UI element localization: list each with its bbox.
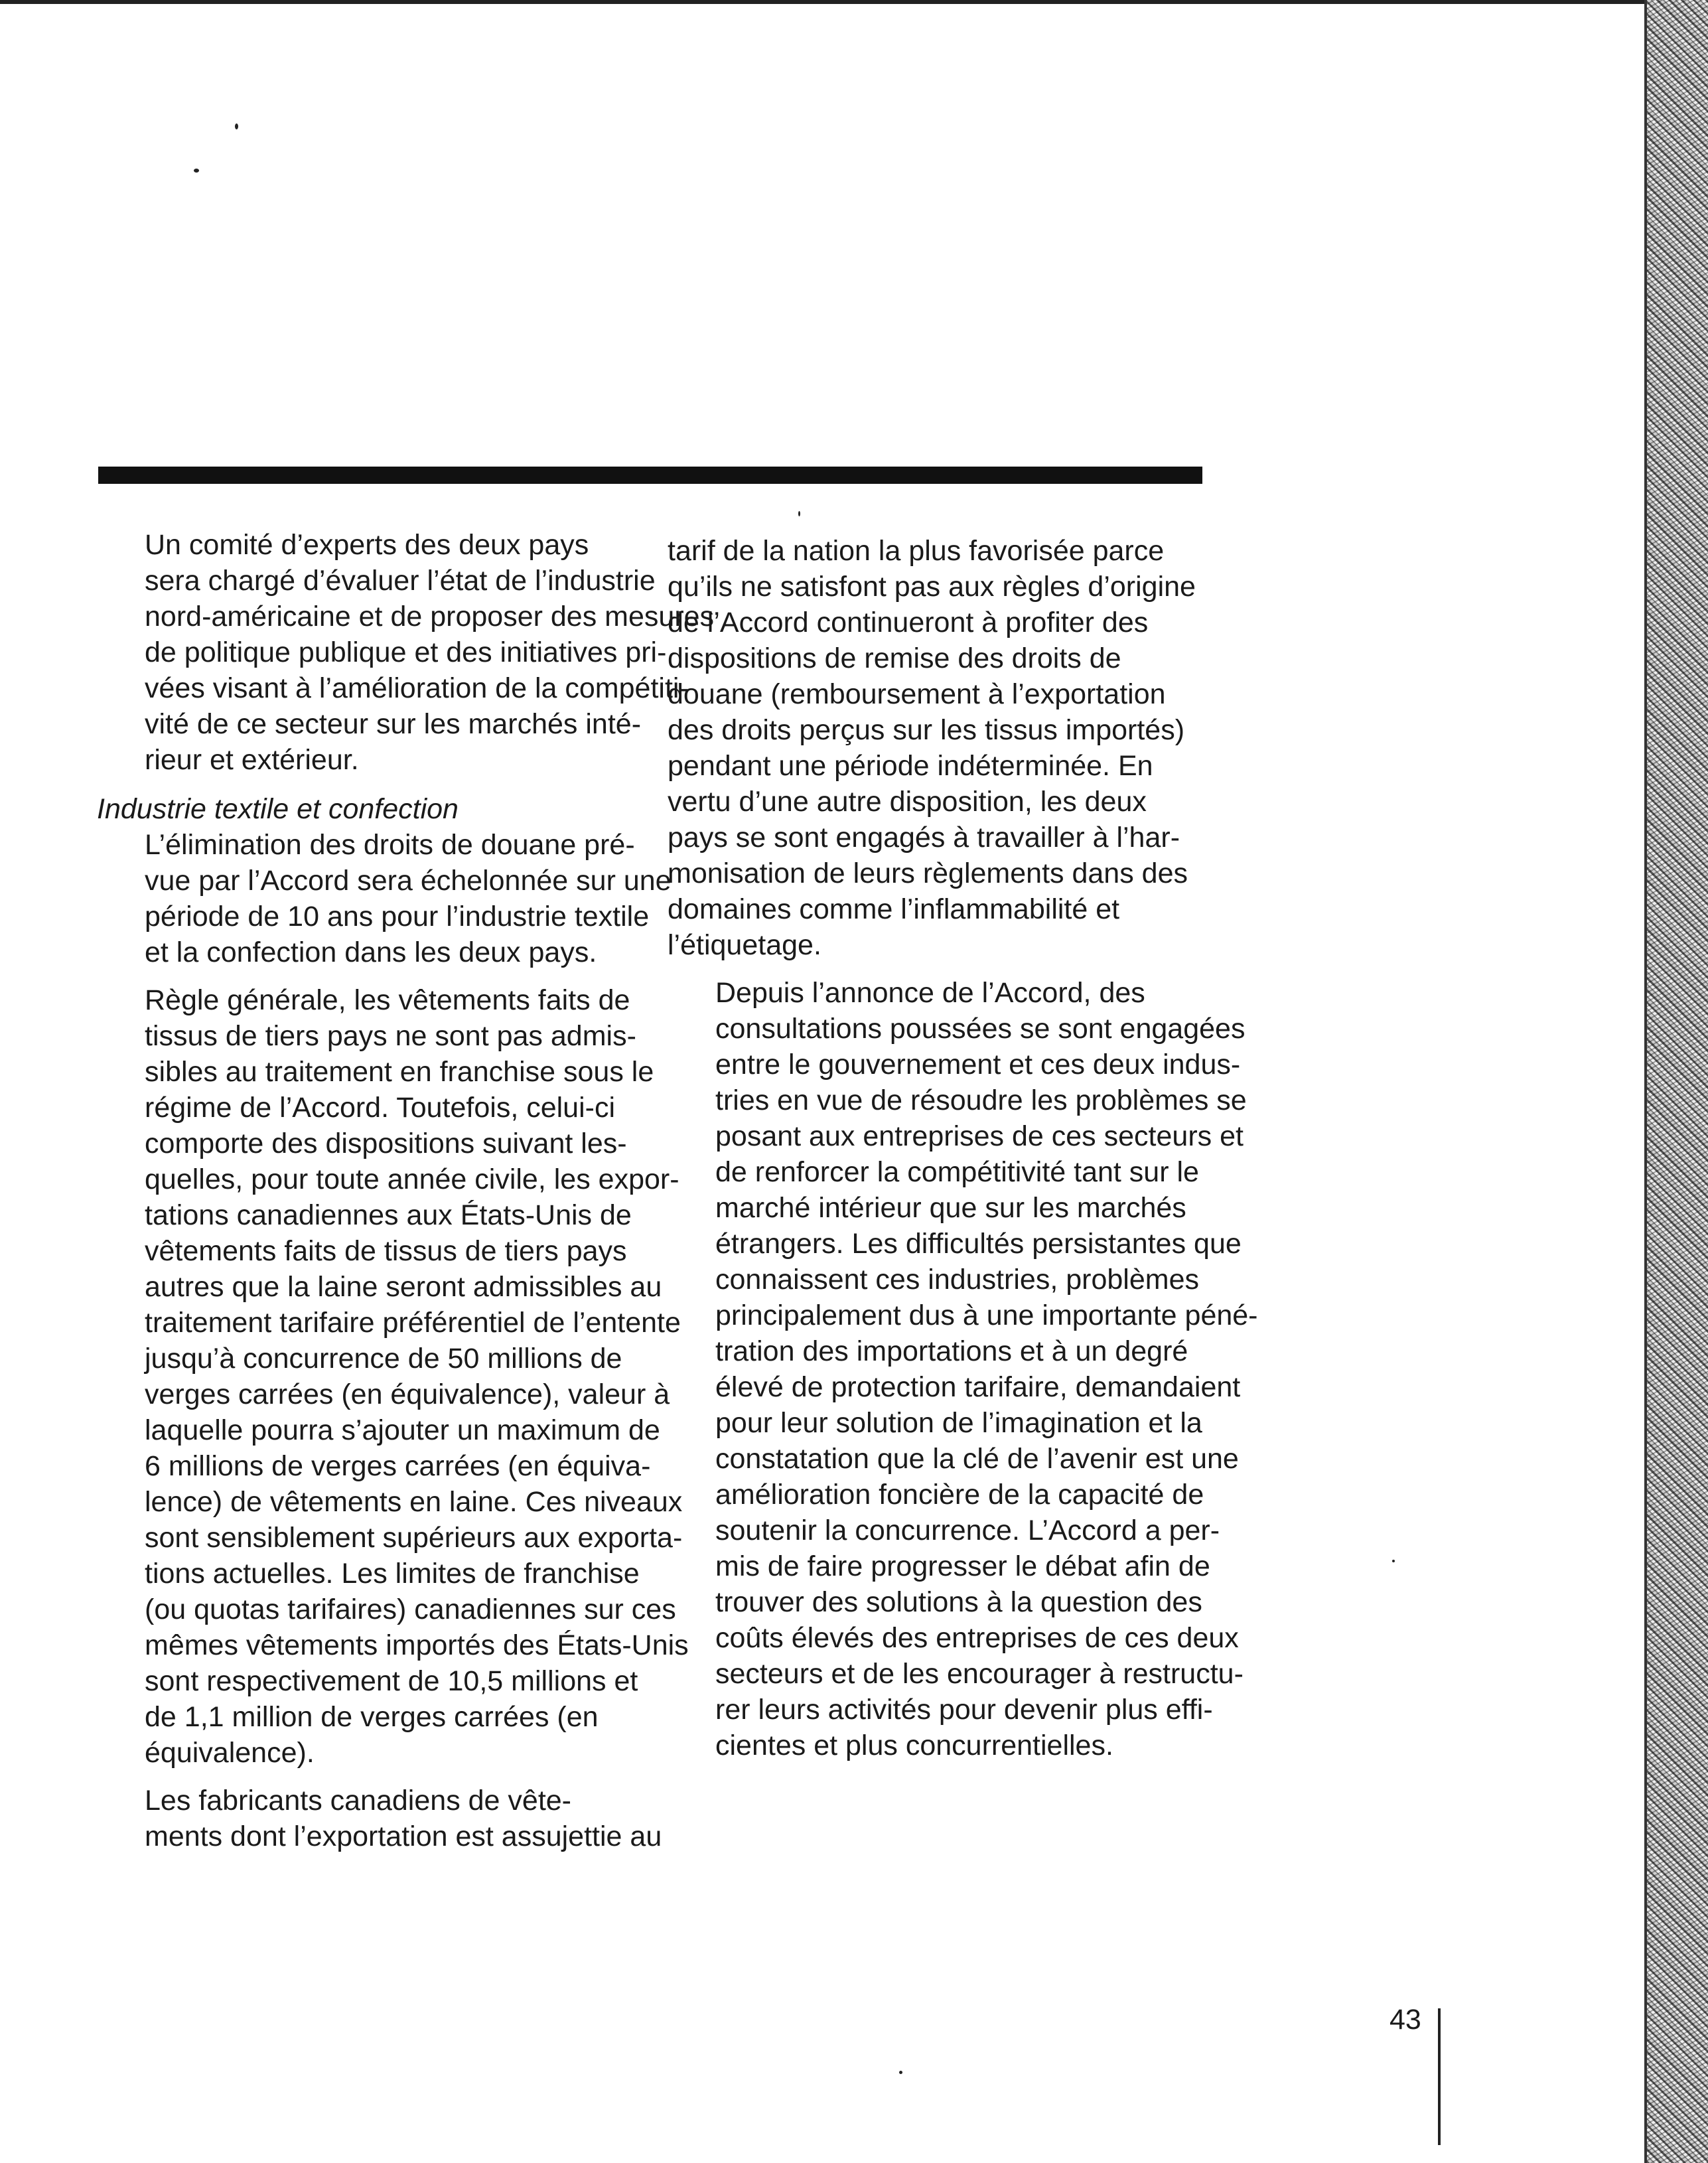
- text-line: entre le gouvernement et ces deux indus-: [715, 1049, 1241, 1081]
- text-line: 6 millions de verges carrées (en équiva-: [145, 1450, 651, 1482]
- scan-speck: [1392, 1560, 1395, 1562]
- text-line: autres que la laine seront admissibles au: [145, 1271, 662, 1303]
- text-line: vertu d’une autre disposition, les deux: [668, 786, 1147, 818]
- text-line: Règle générale, les vêtements faits de: [145, 984, 630, 1016]
- text-line: tration des importations et à un degré: [715, 1335, 1188, 1367]
- page-number-bar: [1438, 2008, 1441, 2145]
- text-line: L’élimination des droits de douane pré-: [145, 829, 635, 861]
- text-line: mis de faire progresser le débat afin de: [715, 1550, 1210, 1582]
- text-line: qu’ils ne satisfont pas aux règles d’origine: [668, 571, 1196, 603]
- scan-top-edge: [0, 0, 1652, 4]
- section-rule: [98, 467, 1202, 484]
- text-line: constatation que la clé de l’avenir est une: [715, 1443, 1239, 1475]
- text-line: domaines comme l’inflammabilité et: [668, 893, 1120, 925]
- text-line: de 1,1 million de verges carrées (en: [145, 1701, 599, 1733]
- text-line: sont sensiblement supérieurs aux exporta-: [145, 1522, 683, 1554]
- text-line: tries en vue de résoudre les problèmes se: [715, 1084, 1247, 1116]
- text-line: soutenir la concurrence. L’Accord a per-: [715, 1515, 1220, 1546]
- text-line: équivalence).: [145, 1737, 315, 1769]
- text-line: principalement dus à une importante péné-: [715, 1300, 1258, 1331]
- text-line: étrangers. Les difficultés persistantes que: [715, 1228, 1242, 1260]
- text-line: tions actuelles. Les limites de franchise: [145, 1558, 640, 1590]
- text-line: pays se sont engagés à travailler à l’har-: [668, 822, 1180, 854]
- text-line: l’étiquetage.: [668, 929, 821, 961]
- text-line: de politique publique et des initiatives pri-: [145, 636, 667, 668]
- text-line: de l’Accord continueront à profiter des: [668, 607, 1149, 638]
- text-line: vêtements faits de tissus de tiers pays: [145, 1235, 627, 1267]
- text-line: amélioration foncière de la capacité de: [715, 1479, 1204, 1511]
- text-line: douane (remboursement à l’exportation: [668, 678, 1166, 710]
- text-line: jusqu’à concurrence de 50 millions de: [145, 1343, 622, 1375]
- text-line: vité de ce secteur sur les marchés inté-: [145, 708, 642, 740]
- text-line: tations canadiennes aux États-Unis de: [145, 1199, 632, 1231]
- paragraph: [97, 827, 672, 970]
- scan-speck: [798, 511, 800, 516]
- text-line: posant aux entreprises de ces secteurs et: [715, 1120, 1244, 1152]
- text-line: tissus de tiers pays ne sont pas admis-: [145, 1020, 636, 1052]
- text-line: élevé de protection tarifaire, demandaient: [715, 1371, 1241, 1403]
- scan-right-edge-noise: [1647, 0, 1708, 2163]
- text-line: de renforcer la compétitivité tant sur le: [715, 1156, 1199, 1188]
- text-line: connaissent ces industries, problèmes: [715, 1264, 1199, 1296]
- text-line: comporte des dispositions suivant les-: [145, 1128, 627, 1159]
- text-line: rer leurs activités pour devenir plus effi-: [715, 1694, 1213, 1726]
- text-line: tarif de la nation la plus favorisée parce: [668, 535, 1165, 567]
- text-line: nord-américaine et de proposer des mesures: [145, 601, 715, 633]
- paragraph: [668, 975, 1258, 1763]
- text-line: Les fabricants canadiens de vête-: [145, 1785, 572, 1817]
- text-line: vue par l’Accord sera échelonnée sur une: [145, 865, 672, 897]
- text-line: sibles au traitement en franchise sous le: [145, 1056, 654, 1088]
- paragraph: [97, 982, 689, 1771]
- text-line: Un comité d’experts des deux pays: [145, 529, 589, 561]
- text-line: secteurs et de les encourager à restructu-: [715, 1658, 1244, 1690]
- left-column: [97, 527, 715, 1854]
- text-line: pour leur solution de l’imagination et la: [715, 1407, 1202, 1439]
- page-number: 43: [1389, 2004, 1421, 2036]
- text-line: pendant une période indéterminée. En: [668, 750, 1153, 782]
- text-line: vées visant à l’amélioration de la compétiti-: [145, 672, 689, 704]
- text-line: marché intérieur que sur les marchés: [715, 1192, 1186, 1224]
- right-column: [668, 533, 1258, 1763]
- text-line: traitement tarifaire préférentiel de l’entente: [145, 1307, 681, 1339]
- text-line: rieur et extérieur.: [145, 744, 359, 776]
- paragraph: [97, 527, 715, 778]
- text-line: consultations poussées se sont engagées: [715, 1013, 1245, 1045]
- text-line: trouver des solutions à la question des: [715, 1586, 1202, 1618]
- text-line: lence) de vêtements en laine. Ces niveaux: [145, 1486, 683, 1518]
- text-line: sont respectivement de 10,5 millions et: [145, 1665, 638, 1697]
- section-heading: Industrie textile et confection: [97, 793, 459, 825]
- text-line: ments dont l’exportation est assujettie au: [145, 1821, 662, 1852]
- paragraph: [668, 533, 1205, 963]
- text-line: monisation de leurs règlements dans des: [668, 858, 1188, 889]
- text-line: des droits perçus sur les tissus importés): [668, 714, 1185, 746]
- text-line: période de 10 ans pour l’industrie textile: [145, 901, 650, 932]
- text-line: verges carrées (en équivalence), valeur à: [145, 1379, 670, 1410]
- text-line: quelles, pour toute année civile, les expor-: [145, 1163, 679, 1195]
- text-line: cientes et plus concurrentielles.: [715, 1730, 1113, 1761]
- text-line: dispositions de remise des droits de: [668, 642, 1121, 674]
- text-line: (ou quotas tarifaires) canadiennes sur ces: [145, 1594, 676, 1625]
- scan-speck: [235, 123, 238, 129]
- text-line: régime de l’Accord. Toutefois, celui-ci: [145, 1092, 616, 1124]
- text-line: Depuis l’annonce de l’Accord, des: [715, 977, 1145, 1009]
- scan-speck: [899, 2071, 902, 2074]
- text-line: laquelle pourra s’ajouter un maximum de: [145, 1414, 660, 1446]
- paragraph: [97, 1783, 662, 1854]
- text-line: coûts élevés des entreprises de ces deux: [715, 1622, 1239, 1654]
- text-line: et la confection dans les deux pays.: [145, 936, 597, 968]
- text-line: sera chargé d’évaluer l’état de l’industrie: [145, 565, 656, 597]
- scan-speck: [194, 169, 199, 173]
- text-line: mêmes vêtements importés des États-Unis: [145, 1629, 689, 1661]
